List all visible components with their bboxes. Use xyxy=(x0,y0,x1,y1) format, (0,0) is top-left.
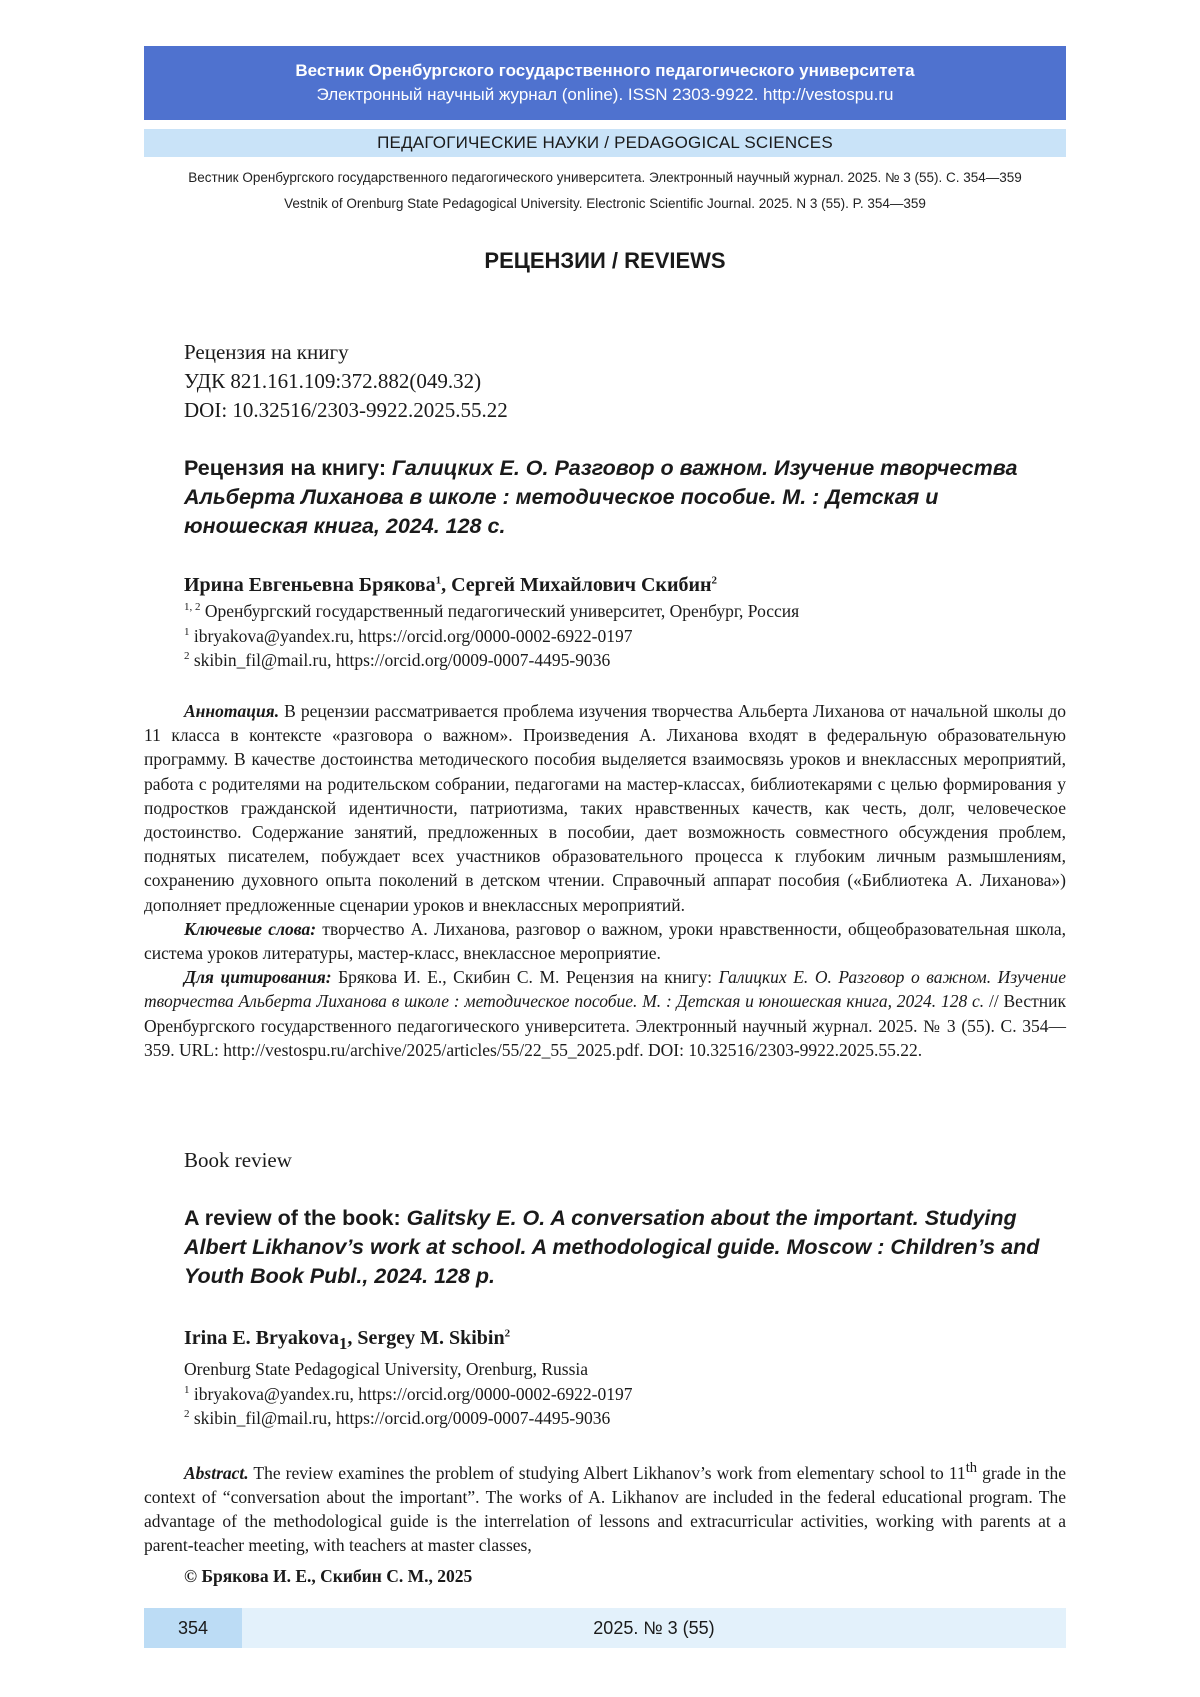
author-names xyxy=(184,572,1064,599)
title-prefix: A review of the book: xyxy=(184,1206,401,1230)
abstract-paragraph: Аннотация. В рецензии рассматривается проблема изучения творчества Альберта Лиханова от начальной школы до 11 класса в контексте «разговора о важном». Произведения А. Лиханова входят в федеральную образовательную программу. В качестве достоинства методического пособия выделяется взаимосвязь уроков и внеклассных мероприятий, работа с родителями на родительском собрании, педагогами на мастер-классах, библиотекарями с целью формирования у подростков гражданской идентичности, патриотизма, таких нравственных качеств, как честь, долг, человеческое достоинство. Содержание занятий, предложенных в пособии, дает возможность совместного обсуждения проблем, поднятых писателем, побуждает всех участников образовательного процесса к глубоким личным размышлениям, сохранению духовного опыта поколений в детском чтении. Справочный аппарат пособия («Библиотека А. Лиханова») дополняет предложенные сценарии уроков и внеклассных мероприятий. xyxy=(144,701,1067,915)
contact-line: $^2$ skibin_fil@mail.ru, https://orcid.org/0009-0007-4495-9036 xyxy=(184,1408,611,1428)
author-name: Сергей Михайлович Скибин xyxy=(451,574,712,596)
author-name: Sergey M. Skibin xyxy=(357,1327,505,1349)
author-index: 2 xyxy=(504,1327,511,1340)
article-title-en xyxy=(184,1204,1064,1291)
issue-label: 2025. № 3 (55) xyxy=(593,1618,715,1638)
citation-line-ru: Вестник Оренбургского государственного педагогического университета. Электронный научный журнал. 2025. № 3 (55). С. 354—359 xyxy=(188,170,1022,185)
contact-index: 2 xyxy=(184,1408,190,1421)
title-book: Галицких Е. О. Разговор о важном. Изучение творчества Альберта Лиханова в школе : методическое пособие. М. : Детская и юношеская книга, 2024. 128 с. xyxy=(184,456,1018,538)
abstract-en xyxy=(144,1456,1066,1558)
citation-paragraph: Для цитирования: Брякова И. Е., Скибин С. М. Рецензия на книгу: Галицких Е. О. Разговор о важном. Изучение творчества Альберта Лиханова в школе : методическое пособие. М. : Детская и юношеская книга, 2024. 128 с. // Вестник Оренбургского государственного педагогического университета. Электронный научный журнал. 2025. № 3 (55). С. 354—359. URL: http://vestospu.ru/archive/2025/articles/55/22_55_2025.pdf. DOI: 10.32516/2303-9922.2025.55.22. xyxy=(144,967,1067,1060)
journal-header xyxy=(144,46,1066,120)
udc: УДК 821.161.109:372.882(049.32) xyxy=(184,369,482,393)
abstract-ru xyxy=(144,699,1066,1062)
journal-subtitle: Электронный научный журнал (online). ISSN 2303-9922. http://vestospu.ru xyxy=(316,85,894,104)
contact-index: 1 xyxy=(184,625,190,638)
contact-line: $^2$ skibin_fil@mail.ru, https://orcid.org/0009-0007-4495-9036 xyxy=(184,650,611,670)
contact-line: $^1$ ibryakova@yandex.ru, https://orcid.org/0000-0002-6922-0197 xyxy=(184,625,633,646)
title-book: Galitsky E. O. A conversation about the important. Studying Albert Likhanov’s work at school. A methodological guide. Moscow : Children’s and Youth Book Publ., 2024. 128 p. xyxy=(184,1206,1040,1288)
abstract-label: Abstract. xyxy=(184,1462,249,1483)
citation-label: Для цитирования: xyxy=(184,967,332,988)
doi: DOI: 10.32516/2303-9922.2025.55.22 xyxy=(184,398,508,422)
affiliation: Orenburg State Pedagogical University, Orenburg, Russia xyxy=(184,1359,589,1379)
article-title-ru xyxy=(184,454,1064,541)
section-label: ПЕДАГОГИЧЕСКИЕ НАУКИ / PEDAGOGICAL SCIENCES xyxy=(144,129,1066,157)
author-index: 1 xyxy=(435,574,442,587)
author-separator: , xyxy=(441,574,452,596)
author-index: 1 xyxy=(339,1334,348,1353)
title-prefix: Рецензия на книгу: xyxy=(184,456,387,480)
authors-en xyxy=(184,1325,1064,1431)
page-number: 354 xyxy=(144,1608,242,1648)
keywords-label: Ключевые слова: xyxy=(184,918,317,939)
contact-index: 2 xyxy=(184,650,190,663)
authors-ru xyxy=(184,572,1064,673)
affiliation-index: 1, 2 xyxy=(184,601,201,614)
keywords-paragraph: Ключевые слова: творчество А. Лиханова, разговор о важном, уроки нравственности, общеобразовательная школа, система уроков литературы, мастер-класс, внеклассное мероприятие. xyxy=(144,918,1066,964)
page-footer xyxy=(144,1608,1066,1648)
contact-line: $^1$ ibryakova@yandex.ru, https://orcid.org/0000-0002-6922-0197 xyxy=(184,1383,633,1404)
author-index: 2 xyxy=(711,574,718,587)
author-names xyxy=(184,1325,1064,1357)
affiliation: $^{1, 2}$ Оренбургский государственный педагогический университет, Оренбург, Россия xyxy=(184,601,800,621)
journal-title: Вестник Оренбургского государственного педагогического университета xyxy=(295,61,915,80)
copyright: © Брякова И. Е., Скибин С. М., 2025 xyxy=(184,1566,473,1586)
grade-superscript: th xyxy=(965,1460,978,1476)
article-type-en: Book review xyxy=(184,1148,292,1172)
abstract-label: Аннотация. xyxy=(184,701,280,721)
contact-index: 1 xyxy=(184,1383,190,1396)
citation-line-en: Vestnik of Orenburg State Pedagogical University. Electronic Scientific Journal. 2025. N 3 (55). P. 354—359 xyxy=(284,196,926,211)
abstract-paragraph: Abstract. The review examines the problem of studying Albert Likhanov’s work from elementary school to 11th grade in the context of “conversation about the important”. The works of A. Likhanov are included in the federal educational program. The advantage of the methodological guide is the interrelation of lessons and extracurricular activities, working with parents at a parent-teacher meeting, with teachers at master classes, xyxy=(144,1460,1066,1556)
author-name: Irina E. Bryakova xyxy=(184,1327,340,1349)
article-type: Рецензия на книгу xyxy=(184,340,349,364)
author-name: Ирина Евгеньевна Брякова xyxy=(184,574,436,596)
author-separator: , xyxy=(347,1327,358,1349)
article-meta xyxy=(184,338,508,425)
rubric-heading: РЕЦЕНЗИИ / REVIEWS xyxy=(484,248,726,273)
